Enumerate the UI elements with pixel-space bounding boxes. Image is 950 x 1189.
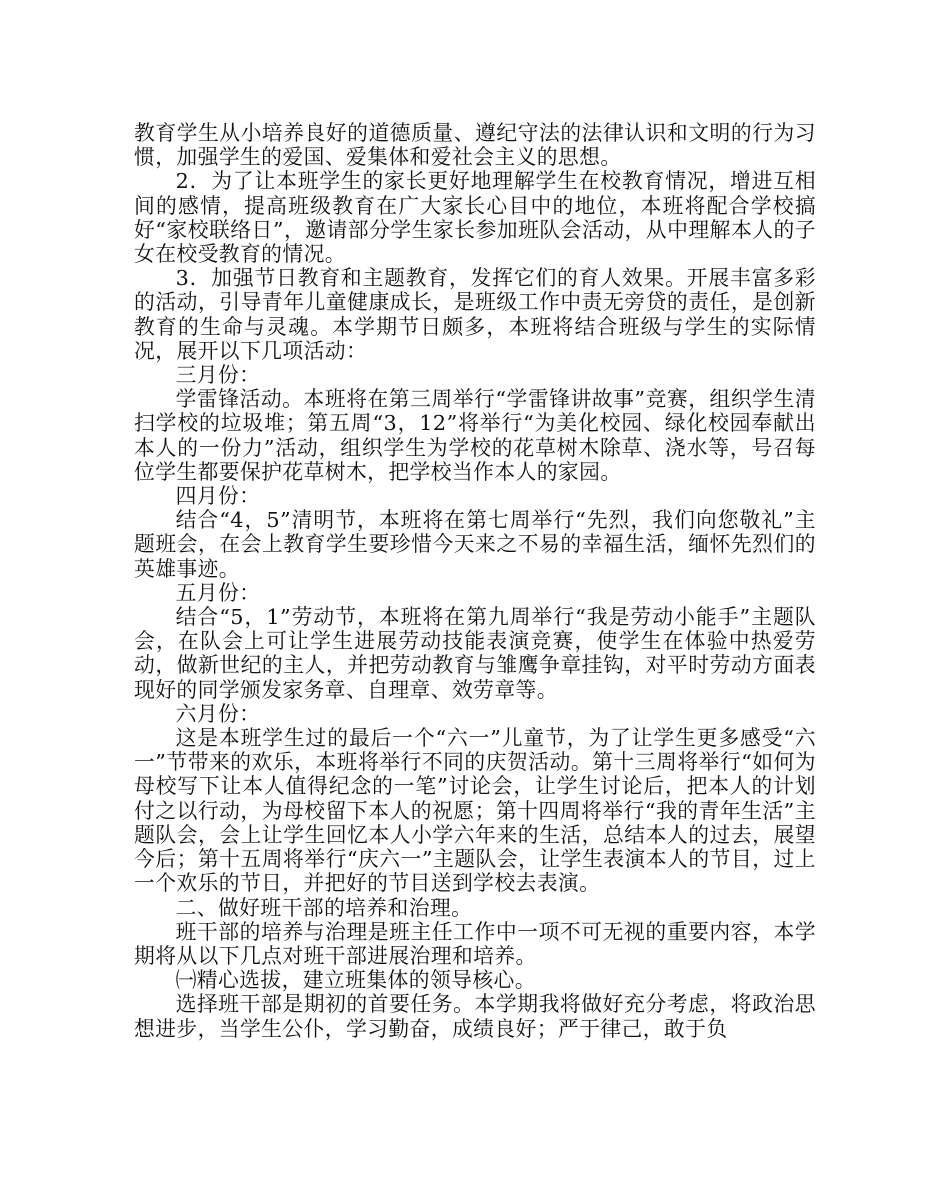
section-heading-class-cadres: 二、做好班干部的培养和治理。 — [175, 895, 473, 920]
paragraph-may-activity: 结合“5，1”劳动节，本班将在第九周举行“我是劳动小能手”主题队会，在队会上可让学生进展劳动技能表演竞赛，使学生在体验中热爱劳动，做新世纪的主人，并把劳动教育与雏鹰争章挂钩，对平时劳动方面表现好的同学颁发家务章、自理章、效劳章等。 — [134, 605, 816, 702]
paragraph-april-activity: 结合“4，5”清明节，本班将在第七周举行“先烈，我们向您敬礼”主题班会，在会上教育学生要珍惜今天来之不易的幸福生活，缅怀先烈们的英雄事迹。 — [134, 508, 816, 581]
paragraph-home-school-day: 2．为了让本班学生的家长更好地理解学生在校教育情况，增进互相间的感情，提高班级教育在广大家长心目中的地位，本班将配合学校搞好“家校联络日”，邀请部分学生家长参加班队会活动，从中理解本人的子女在校受教育的情况。 — [134, 169, 816, 267]
heading-march: 三月份： — [175, 363, 261, 388]
heading-june: 六月份： — [175, 701, 261, 726]
subheading-selection: ㈠精心选拔，建立班集体的领导核心。 — [175, 968, 536, 993]
heading-may: 五月份： — [175, 580, 261, 605]
document-body — [134, 121, 816, 1041]
heading-april: 四月份： — [175, 484, 261, 509]
paragraph-selection: 选择班干部是期初的首要任务。本学期我将做好充分考虑，将政治思想进步，当学生公仆，学习勤奋，成绩良好；严于律己，敢于负 — [134, 992, 816, 1041]
paragraph-moral-education: 教育学生从小培养良好的道德质量、遵纪守法的法律认识和文明的行为习惯，加强学生的爱国、爱集体和爱社会主义的思想。 — [134, 121, 816, 170]
paragraph-march-activity: 学雷锋活动。本班将在第三周举行“学雷锋讲故事”竞赛，组织学生清扫学校的垃圾堆；第五周“3，12”将举行“为美化校园、绿化校园奉献出本人的一份力”活动，组织学生为学校的花草树木除草、浇水等，号召每位学生都要保护花草树木，把学校当作本人的家园。 — [134, 387, 816, 484]
paragraph-june-activity: 这是本班学生过的最后一个“六一”儿童节，为了让学生更多感受“六一”节带来的欢乐，本班将举行不同的庆贺活动。第十三周将举行“如何为母校写下让本人值得纪念的一笔”讨论会，让学生讨论后，把本人的计划付之以行动，为母校留下本人的祝愿；第十四周将举行“我的青年生活”主题队会，会上让学生回忆本人小学六年来的生活，总结本人的过去，展望今后；第十五周将举行“庆六一”主题队会，让学生表演本人的节目，过上一个欢乐的节日，并把好的节目送到学校去表演。 — [134, 726, 816, 896]
paragraph-class-cadres-intro: 班干部的培养与治理是班主任工作中一项不可无视的重要内容，本学期将从以下几点对班干部进展治理和培养。 — [134, 919, 816, 968]
paragraph-festival-education: 3．加强节日教育和主题教育，发挥它们的育人效果。开展丰富多彩的活动，引导青年儿童健康成长，是班级工作中责无旁贷的责任，是创新教育的生命与灵魂。本学期节日颇多，本班将结合班级与学生的实际情况，展开以下几项活动： — [134, 266, 816, 363]
